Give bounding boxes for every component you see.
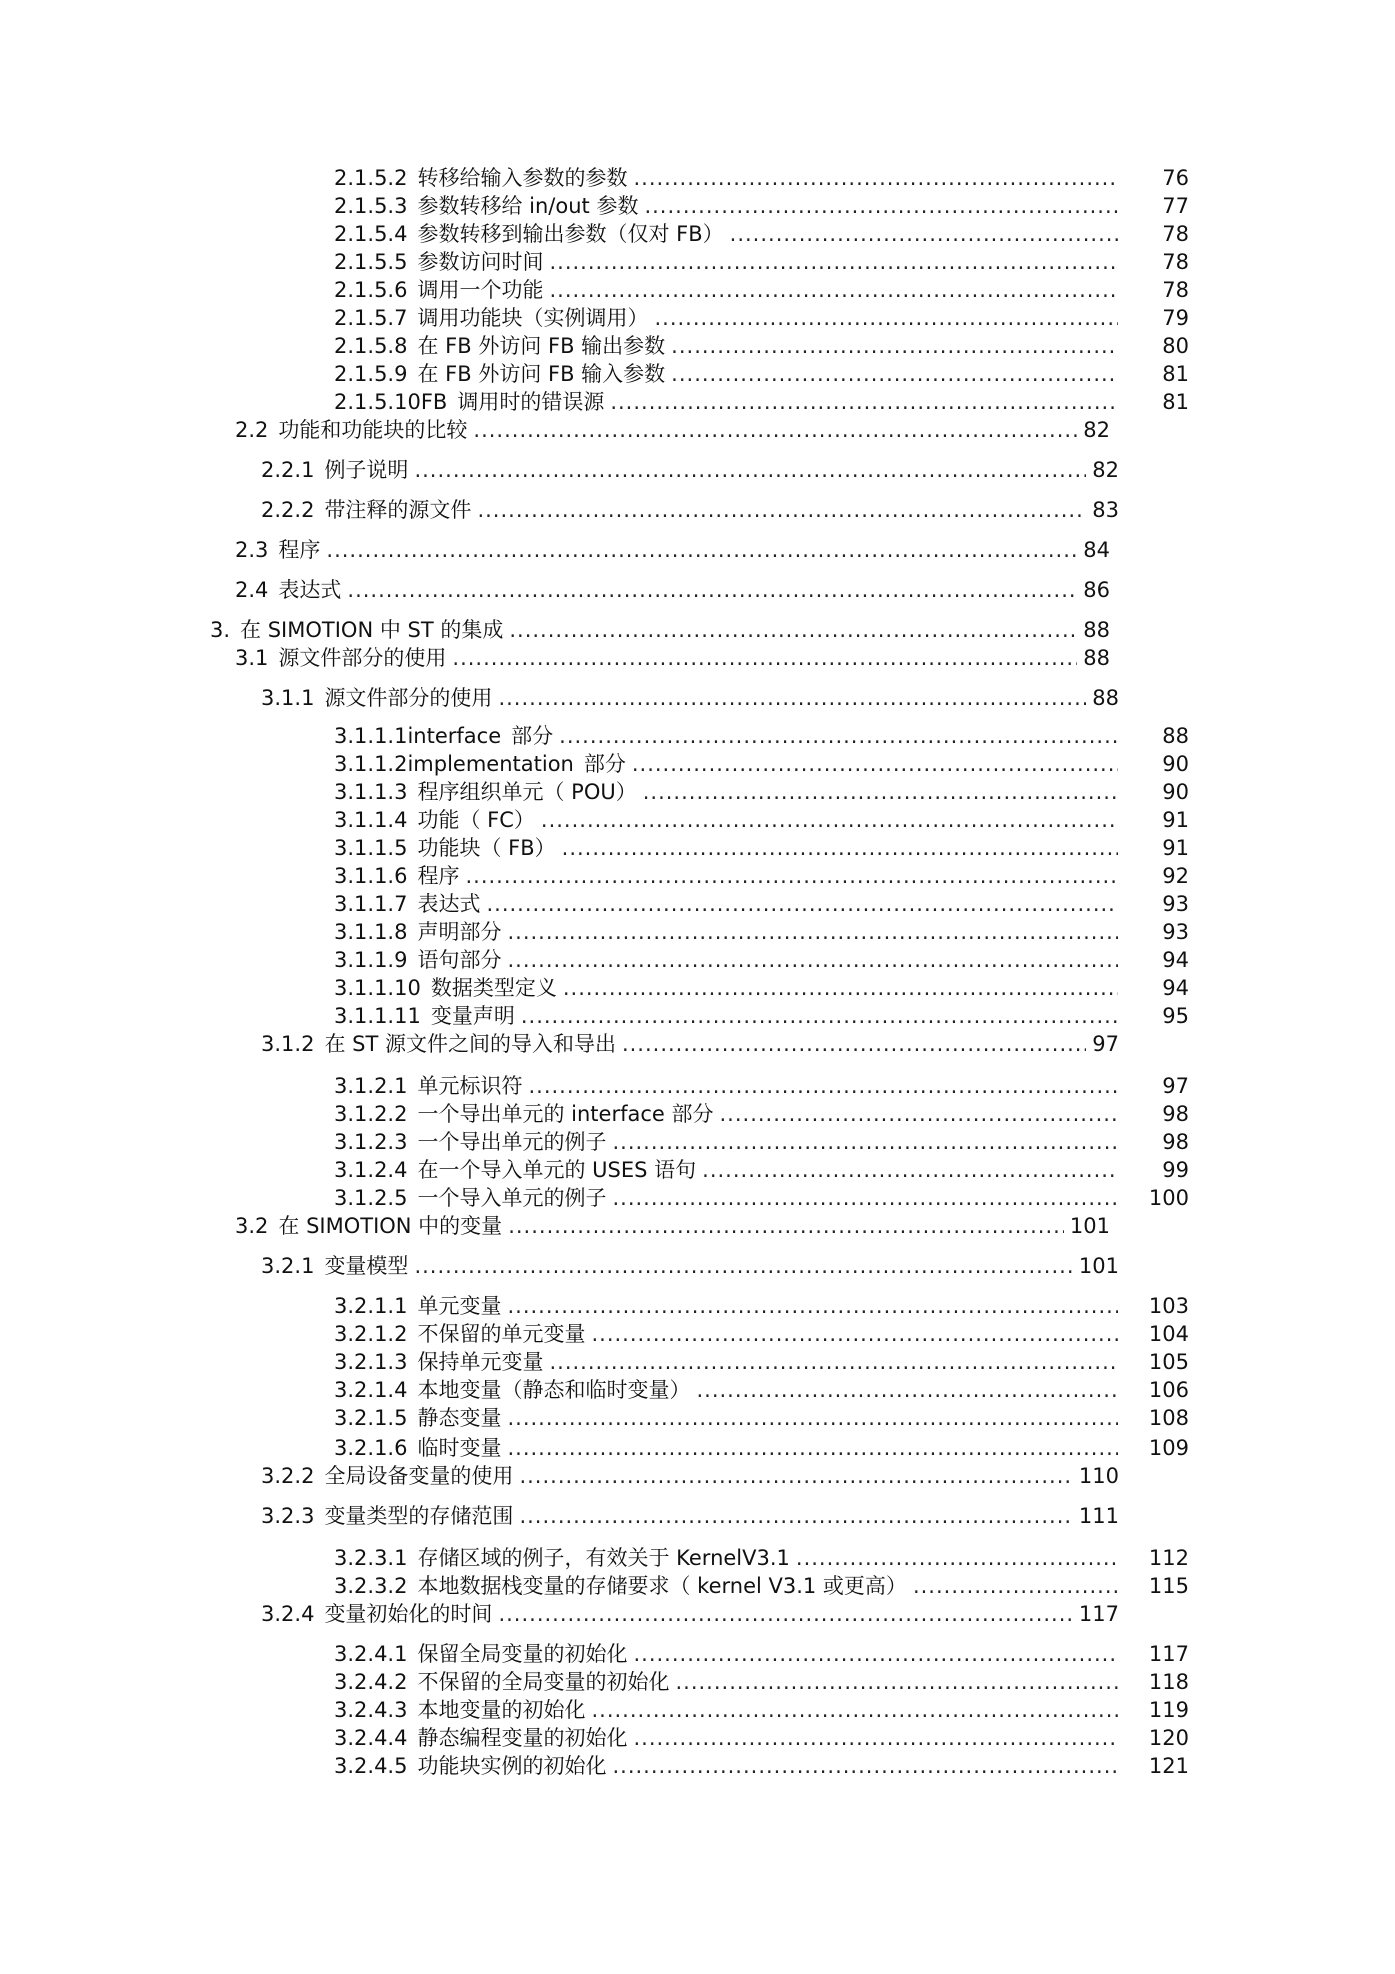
toc-entry-number: 3.2.1 xyxy=(261,1254,315,1278)
toc-entry-number: 3.2.3.2 xyxy=(334,1574,408,1598)
toc-entry[interactable] xyxy=(334,946,1189,974)
toc-entry-page: 88 xyxy=(1083,618,1110,642)
toc-entry-page: 115 xyxy=(1148,1574,1189,1598)
toc-entry-title: 在 ST 源文件之间的导入和导出 xyxy=(324,1032,616,1056)
toc-entry-page: 76 xyxy=(1162,166,1189,190)
dot-leader xyxy=(509,616,1077,644)
toc-entry-number: 3.1 xyxy=(235,646,269,670)
toc-entry-page: 78 xyxy=(1162,222,1189,246)
toc-entry-page: 104 xyxy=(1148,1322,1189,1346)
toc-entry-title: 变量模型 xyxy=(324,1254,409,1278)
toc-entry[interactable] xyxy=(334,164,1189,192)
toc-entry-number: 2.1.5.6 xyxy=(334,278,408,302)
toc-entry[interactable] xyxy=(235,576,1110,604)
dot-leader xyxy=(498,684,1086,712)
dot-leader xyxy=(562,834,1118,862)
toc-entry-page: 97 xyxy=(1092,1032,1119,1056)
toc-entry-title: 静态编程变量的初始化 xyxy=(417,1726,628,1750)
toc-entry-title: 程序 xyxy=(417,864,460,888)
toc-entry[interactable] xyxy=(334,192,1189,220)
toc-entry-page: 120 xyxy=(1148,1726,1189,1750)
dot-leader xyxy=(507,1404,1118,1432)
toc-entry[interactable] xyxy=(334,304,1189,332)
toc-entry[interactable] xyxy=(334,890,1189,918)
toc-entry-title: 例子说明 xyxy=(324,458,409,482)
dot-leader xyxy=(521,1002,1118,1030)
toc-entry-title: 本地变量的初始化 xyxy=(417,1698,586,1722)
toc-entry[interactable] xyxy=(334,1724,1189,1752)
dot-leader xyxy=(559,722,1118,750)
toc-entry-number: 3.1.1.5 xyxy=(334,836,408,860)
toc-entry[interactable] xyxy=(334,1696,1189,1724)
dot-leader xyxy=(508,1212,1064,1240)
toc-entry-number: 3.1.1.6 xyxy=(334,864,408,888)
toc-entry-page: 91 xyxy=(1162,808,1189,832)
toc-entry-title: 本地变量（静态和临时变量） xyxy=(417,1378,691,1402)
dot-leader xyxy=(654,304,1118,332)
toc-entry[interactable] xyxy=(334,1348,1189,1376)
toc-entry-title: 保留全局变量的初始化 xyxy=(417,1642,628,1666)
toc-entry[interactable] xyxy=(334,1184,1189,1212)
dot-leader xyxy=(644,192,1118,220)
toc-entry[interactable] xyxy=(334,360,1189,388)
toc-entry[interactable] xyxy=(334,248,1189,276)
toc-entry[interactable] xyxy=(261,684,1119,712)
toc-entry[interactable] xyxy=(334,1002,1189,1030)
dot-leader xyxy=(632,750,1118,778)
toc-entry-page: 91 xyxy=(1162,836,1189,860)
toc-entry-title: 临时变量 xyxy=(417,1436,502,1460)
dot-leader xyxy=(563,974,1118,1002)
dot-leader xyxy=(507,946,1118,974)
toc-entry-title: 带注释的源文件 xyxy=(324,498,472,522)
toc-entry-number: 3.1.1.9 xyxy=(334,948,408,972)
toc-entry-title: 不保留的全局变量的初始化 xyxy=(417,1670,670,1694)
dot-leader xyxy=(507,1434,1118,1462)
toc-entry-page: 88 xyxy=(1092,686,1119,710)
toc-entry[interactable] xyxy=(334,1752,1189,1780)
toc-entry-page: 90 xyxy=(1162,752,1189,776)
toc-entry-title: 变量初始化的时间 xyxy=(324,1602,493,1626)
toc-entry-page: 78 xyxy=(1162,250,1189,274)
toc-entry-page: 90 xyxy=(1162,780,1189,804)
toc-entry[interactable] xyxy=(261,1462,1119,1490)
toc-entry[interactable] xyxy=(334,332,1189,360)
toc-entry-title: 功能（ FC） xyxy=(417,808,535,832)
dot-leader xyxy=(702,1156,1118,1184)
toc-entry-number: 2.4 xyxy=(235,578,269,602)
toc-entry-page: 121 xyxy=(1148,1754,1189,1778)
toc-entry[interactable] xyxy=(334,1434,1189,1462)
toc-entry-title: 静态变量 xyxy=(417,1406,502,1430)
dot-leader xyxy=(549,276,1118,304)
toc-entry[interactable] xyxy=(334,750,1189,778)
toc-entry-title: 功能块（ FB） xyxy=(417,836,556,860)
toc-entry[interactable] xyxy=(334,722,1189,750)
toc-entry-page: 80 xyxy=(1162,334,1189,358)
toc-entry-page: 111 xyxy=(1078,1504,1119,1528)
toc-entry-page: 119 xyxy=(1148,1698,1189,1722)
toc-entry[interactable] xyxy=(235,644,1110,672)
dot-leader xyxy=(507,1292,1118,1320)
toc-entry[interactable] xyxy=(334,1544,1189,1572)
toc-entry[interactable] xyxy=(261,496,1119,524)
toc-entry-page: 94 xyxy=(1162,976,1189,1000)
toc-entry-page: 82 xyxy=(1083,418,1110,442)
toc-entry-number: 2.1.5.2 xyxy=(334,166,408,190)
toc-entry-page: 112 xyxy=(1148,1546,1189,1570)
toc-entry-number: 3.1.1 xyxy=(261,686,315,710)
toc-entry-number: 3.2 xyxy=(235,1214,269,1238)
toc-entry-title: 在 FB 外访问 FB 输出参数 xyxy=(417,334,666,358)
toc-entry-number: 2.2.2 xyxy=(261,498,315,522)
toc-entry-number: 3.2.2 xyxy=(261,1464,315,1488)
toc-entry-number: 2.1.5.8 xyxy=(334,334,408,358)
toc-entry[interactable] xyxy=(261,1502,1119,1530)
toc-entry-title: 调用时的错误源 xyxy=(457,390,605,414)
toc-entry-title: 源文件部分的使用 xyxy=(324,686,493,710)
toc-entry-page: 117 xyxy=(1148,1642,1189,1666)
toc-entry-page: 117 xyxy=(1078,1602,1119,1626)
dot-leader xyxy=(507,918,1118,946)
toc-entry-title: 部分 xyxy=(511,724,554,748)
toc-entry[interactable] xyxy=(334,1100,1189,1128)
toc-entry-page: 101 xyxy=(1078,1254,1119,1278)
toc-entry-number: 3.2.1.3 xyxy=(334,1350,408,1374)
toc-entry-title: 参数访问时间 xyxy=(417,250,544,274)
toc-entry-title: 调用一个功能 xyxy=(417,278,544,302)
toc-entry-title: 功能和功能块的比较 xyxy=(278,418,468,442)
toc-entry-title: 在 SIMOTION 中 ST 的集成 xyxy=(240,618,504,642)
toc-entry-number: 3. xyxy=(210,618,231,642)
toc-entry-title: 一个导出单元的 interface 部分 xyxy=(417,1102,714,1126)
toc-entry-number: 3.2.1.1 xyxy=(334,1294,408,1318)
toc-entry-number: 3.1.2.4 xyxy=(334,1158,408,1182)
dot-leader xyxy=(612,1128,1118,1156)
dot-leader xyxy=(591,1320,1118,1348)
toc-entry-title: 表达式 xyxy=(278,578,342,602)
toc-entry-number: 3.2.4 xyxy=(261,1602,315,1626)
toc-entry-number: 2.1.5.10FB xyxy=(334,390,448,414)
dot-leader xyxy=(541,806,1118,834)
dot-leader xyxy=(519,1462,1072,1490)
toc-entry-page: 78 xyxy=(1162,278,1189,302)
dot-leader xyxy=(612,1184,1118,1212)
dot-leader xyxy=(633,1724,1118,1752)
toc-entry-page: 77 xyxy=(1162,194,1189,218)
toc-entry-number: 3.1.2.1 xyxy=(334,1074,408,1098)
toc-entry-title: 全局设备变量的使用 xyxy=(324,1464,514,1488)
dot-leader xyxy=(696,1376,1118,1404)
toc-entry[interactable] xyxy=(334,1640,1189,1668)
toc-entry-number: 2.1.5.4 xyxy=(334,222,408,246)
toc-entry-number: 2.1.5.5 xyxy=(334,250,408,274)
toc-entry-title: 声明部分 xyxy=(417,920,502,944)
toc-entry[interactable] xyxy=(235,536,1110,564)
toc-entry-number: 3.1.2 xyxy=(261,1032,315,1056)
toc-entry-page: 103 xyxy=(1148,1294,1189,1318)
toc-entry-page: 81 xyxy=(1162,362,1189,386)
toc-entry[interactable] xyxy=(261,1252,1119,1280)
toc-entry-number: 2.1.5.9 xyxy=(334,362,408,386)
toc-entry-title: 参数转移给 in/out 参数 xyxy=(417,194,639,218)
dot-leader xyxy=(549,248,1118,276)
dot-leader xyxy=(326,536,1077,564)
toc-entry-page: 82 xyxy=(1092,458,1119,482)
toc-entry-number: 3.1.1.10 xyxy=(334,976,421,1000)
dot-leader xyxy=(913,1572,1118,1600)
toc-entry-title: 调用功能块（实例调用） xyxy=(417,306,649,330)
toc-entry-title: 一个导出单元的例子 xyxy=(417,1130,607,1154)
toc-entry-title: 存储区域的例子，有效关于 KernelV3.1 xyxy=(417,1546,790,1570)
toc-entry-page: 109 xyxy=(1148,1436,1189,1460)
toc-entry-number: 3.2.1.5 xyxy=(334,1406,408,1430)
toc-entry[interactable] xyxy=(235,416,1110,444)
toc-entry-number: 2.3 xyxy=(235,538,269,562)
toc-entry-title: 本地数据栈变量的存储要求（ kernel V3.1 或更高） xyxy=(417,1574,907,1598)
toc-entry[interactable] xyxy=(334,220,1189,248)
toc-entry[interactable] xyxy=(334,1668,1189,1696)
toc-entry-number: 3.2.3.1 xyxy=(334,1546,408,1570)
toc-entry[interactable] xyxy=(261,456,1119,484)
toc-entry-title: 保持单元变量 xyxy=(417,1350,544,1374)
toc-entry-page: 92 xyxy=(1162,864,1189,888)
toc-entry[interactable] xyxy=(334,1376,1189,1404)
toc-entry-number: 3.2.4.1 xyxy=(334,1642,408,1666)
dot-leader xyxy=(671,360,1118,388)
toc-entry[interactable] xyxy=(334,834,1189,862)
dot-leader xyxy=(414,1252,1072,1280)
toc-entry-title: 不保留的单元变量 xyxy=(417,1322,586,1346)
toc-entry-title: 部分 xyxy=(583,752,626,776)
toc-entry-title: 变量声明 xyxy=(430,1004,515,1028)
toc-entry-number: 3.1.2.2 xyxy=(334,1102,408,1126)
toc-entry[interactable] xyxy=(334,1156,1189,1184)
dot-leader xyxy=(730,220,1118,248)
dot-leader xyxy=(643,778,1118,806)
dot-leader xyxy=(796,1544,1118,1572)
toc-entry-page: 98 xyxy=(1162,1102,1189,1126)
toc-entry-title: 功能块实例的初始化 xyxy=(417,1754,607,1778)
toc-entry[interactable] xyxy=(334,388,1189,416)
toc-entry-page: 100 xyxy=(1148,1186,1189,1210)
toc-entry-page: 101 xyxy=(1069,1214,1110,1238)
toc-entry-title: 程序 xyxy=(278,538,321,562)
toc-entry-title: 表达式 xyxy=(417,892,481,916)
toc-entry-number: 3.2.4.4 xyxy=(334,1726,408,1750)
toc-entry-number: 3.2.1.2 xyxy=(334,1322,408,1346)
dot-leader xyxy=(528,1072,1118,1100)
toc-entry-title: 语句部分 xyxy=(417,948,502,972)
dot-leader xyxy=(473,416,1077,444)
toc-entry-title: 在 SIMOTION 中的变量 xyxy=(278,1214,503,1238)
toc-entry-page: 118 xyxy=(1148,1670,1189,1694)
toc-entry-title: 变量类型的存储范围 xyxy=(324,1504,514,1528)
toc-entry-number: 3.1.1.2implementation xyxy=(334,752,574,776)
toc-entry-number: 3.2.4.2 xyxy=(334,1670,408,1694)
toc-entry-page: 88 xyxy=(1162,724,1189,748)
dot-leader xyxy=(486,890,1118,918)
dot-leader xyxy=(477,496,1086,524)
toc-entry-page: 106 xyxy=(1148,1378,1189,1402)
toc-entry[interactable] xyxy=(334,276,1189,304)
toc-entry-title: 转移给输入参数的参数 xyxy=(417,166,628,190)
toc-entry-number: 2.1.5.3 xyxy=(334,194,408,218)
toc-entry-page: 88 xyxy=(1083,646,1110,670)
toc-entry-number: 3.1.1.4 xyxy=(334,808,408,832)
dot-leader xyxy=(549,1348,1118,1376)
toc-entry-title: 单元标识符 xyxy=(417,1074,523,1098)
toc-entry[interactable] xyxy=(334,862,1189,890)
dot-leader xyxy=(452,644,1077,672)
toc-entry[interactable] xyxy=(334,1072,1189,1100)
toc-entry-title: 数据类型定义 xyxy=(430,976,557,1000)
toc-entry[interactable] xyxy=(261,1600,1119,1628)
toc-entry-page: 95 xyxy=(1162,1004,1189,1028)
dot-leader xyxy=(591,1696,1118,1724)
toc-entry-page: 105 xyxy=(1148,1350,1189,1374)
toc-entry-number: 3.1.1.3 xyxy=(334,780,408,804)
toc-entry[interactable] xyxy=(334,974,1189,1002)
toc-entry[interactable] xyxy=(334,1572,1189,1600)
dot-leader xyxy=(720,1100,1119,1128)
dot-leader xyxy=(498,1600,1072,1628)
toc-entry-page: 97 xyxy=(1162,1074,1189,1098)
toc-entry-title: 参数转移到输出参数（仅对 FB） xyxy=(417,222,724,246)
dot-leader xyxy=(519,1502,1072,1530)
dot-leader xyxy=(414,456,1086,484)
toc-entry-number: 3.2.3 xyxy=(261,1504,315,1528)
toc-entry-page: 94 xyxy=(1162,948,1189,972)
toc-entry-page: 93 xyxy=(1162,892,1189,916)
toc-entry[interactable] xyxy=(334,1292,1189,1320)
toc-entry-page: 108 xyxy=(1148,1406,1189,1430)
toc-entry[interactable] xyxy=(334,918,1189,946)
toc-entry-title: 在一个导入单元的 USES 语句 xyxy=(417,1158,697,1182)
toc-entry-title: 程序组织单元（ POU） xyxy=(417,780,637,804)
toc-entry-page: 81 xyxy=(1162,390,1189,414)
dot-leader xyxy=(347,576,1077,604)
toc-entry-number: 2.2.1 xyxy=(261,458,315,482)
dot-leader xyxy=(610,388,1118,416)
toc-entry-number: 3.2.4.3 xyxy=(334,1698,408,1722)
toc-entry-page: 83 xyxy=(1092,498,1119,522)
toc-entry-title: 在 FB 外访问 FB 输入参数 xyxy=(417,362,666,386)
toc-entry-number: 2.1.5.7 xyxy=(334,306,408,330)
toc-entry-page: 98 xyxy=(1162,1130,1189,1154)
dot-leader xyxy=(633,164,1118,192)
toc-entry-title: 源文件部分的使用 xyxy=(278,646,447,670)
toc-entry-number: 3.1.1.8 xyxy=(334,920,408,944)
toc-entry-number: 3.2.1.4 xyxy=(334,1378,408,1402)
toc-entry-title: 单元变量 xyxy=(417,1294,502,1318)
toc-entry-page: 93 xyxy=(1162,920,1189,944)
toc-entry-page: 86 xyxy=(1083,578,1110,602)
toc-entry[interactable] xyxy=(334,806,1189,834)
toc-entry-page: 84 xyxy=(1083,538,1110,562)
toc-entry[interactable] xyxy=(210,616,1110,644)
toc-entry-page: 99 xyxy=(1162,1158,1189,1182)
toc-entry[interactable] xyxy=(334,778,1189,806)
toc-entry-number: 3.1.1.11 xyxy=(334,1004,421,1028)
toc-entry-number: 3.1.1.1interface xyxy=(334,724,502,748)
toc-entry-page: 110 xyxy=(1078,1464,1119,1488)
toc-entry[interactable] xyxy=(261,1030,1119,1058)
toc-entry-number: 3.1.2.3 xyxy=(334,1130,408,1154)
toc-entry[interactable] xyxy=(235,1212,1110,1240)
dot-leader xyxy=(675,1668,1118,1696)
toc-entry-number: 3.2.1.6 xyxy=(334,1436,408,1460)
dot-leader xyxy=(612,1752,1118,1780)
toc-entry-page: 79 xyxy=(1162,306,1189,330)
toc-entry[interactable] xyxy=(334,1128,1189,1156)
dot-leader xyxy=(465,862,1118,890)
dot-leader xyxy=(633,1640,1118,1668)
dot-leader xyxy=(671,332,1118,360)
toc-entry[interactable] xyxy=(334,1320,1189,1348)
toc-entry-number: 3.1.2.5 xyxy=(334,1186,408,1210)
toc-entry-number: 3.1.1.7 xyxy=(334,892,408,916)
toc-entry-number: 2.2 xyxy=(235,418,269,442)
dot-leader xyxy=(622,1030,1086,1058)
toc-entry-title: 一个导入单元的例子 xyxy=(417,1186,607,1210)
toc-entry[interactable] xyxy=(334,1404,1189,1432)
toc-entry-number: 3.2.4.5 xyxy=(334,1754,408,1778)
